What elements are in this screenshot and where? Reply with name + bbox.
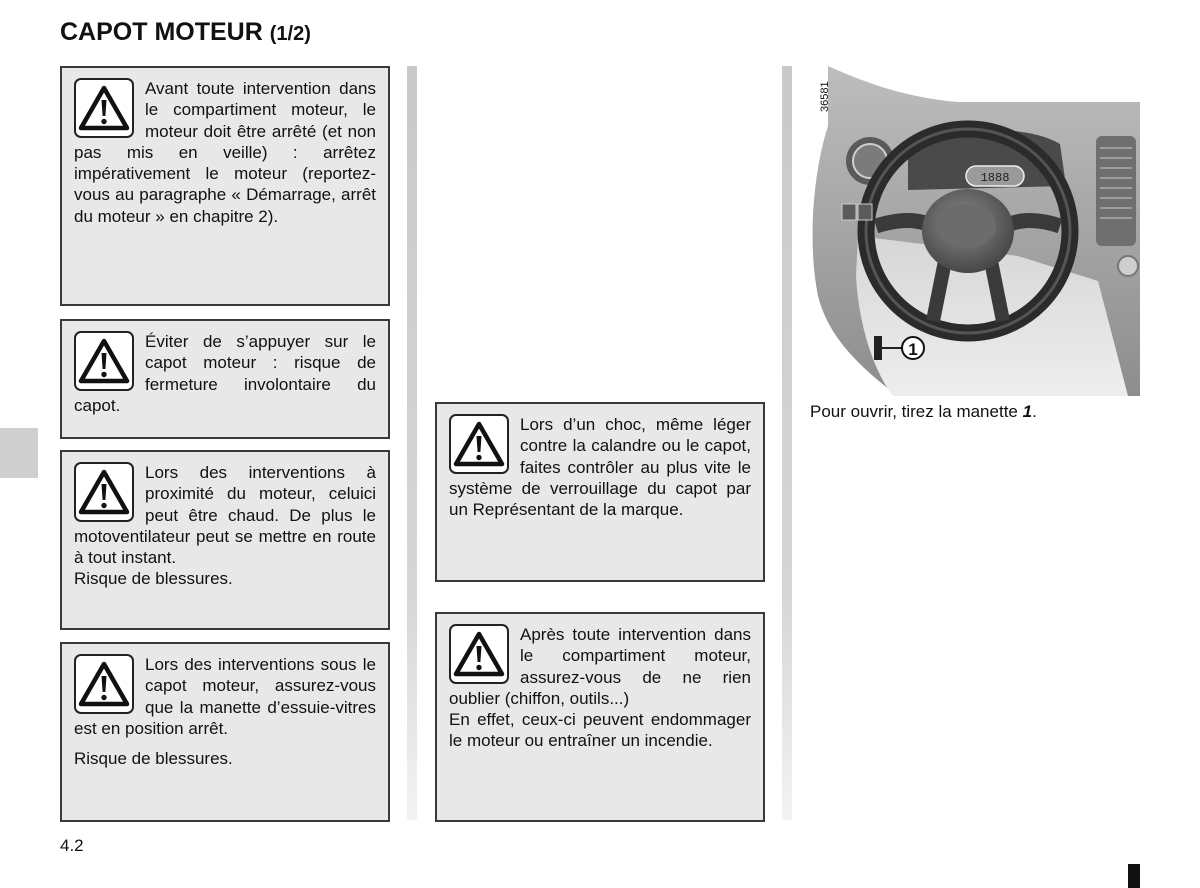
warning-box <box>60 450 390 630</box>
column-divider <box>407 66 417 820</box>
warning-text: Éviter de s’appuyer sur le capot moteur : risque de fermeture involontaire du capot. <box>74 332 376 415</box>
warning-text: Lors des interventions à proximité du moteur, celuici peut être chaud. De plus le motoventilateur peut se mettre en route à tout instant. <box>74 463 376 568</box>
warning-box <box>60 319 390 439</box>
warning-triangle-icon <box>449 624 509 684</box>
caption-text: Pour ouvrir, tirez la manette <box>810 402 1023 421</box>
warning-text: Lors d’un choc, même léger contre la calandre ou le capot, faites contrôler au plus vite le système de verrouillage du capot par un Représentant de la marque. <box>449 415 751 520</box>
warning-text: Après toute intervention dans le compartiment moteur, assurez-vous de ne rien oublier (chiffon, outils...) <box>449 625 751 708</box>
warning-triangle-icon <box>74 654 134 714</box>
warning-text: Risque de blessures. <box>74 749 233 769</box>
page-edge-marker <box>1128 864 1140 888</box>
caption-end: . <box>1032 402 1037 421</box>
page-title <box>60 18 311 47</box>
caption-ref: 1 <box>1022 402 1033 421</box>
title-text: CAPOT MOTEUR <box>60 18 263 46</box>
figure-caption <box>810 402 1037 422</box>
warning-text: Risque de blessures. <box>74 569 233 589</box>
dashboard-illustration <box>798 66 1140 396</box>
warning-text: Avant toute intervention dans le compartiment moteur, le moteur doit être arrêté (et non pas mis en veille) : arrêtez impérativement le moteur (reportez-vous au paragraphe « Démarrage, arrêt du moteur » en chapitre 2). <box>74 79 376 226</box>
warning-triangle-icon <box>74 462 134 522</box>
cluster-display: 1888 <box>980 171 1010 185</box>
page-number: 4.2 <box>60 836 84 855</box>
warning-triangle-icon <box>449 414 509 474</box>
warning-box <box>60 66 390 306</box>
chapter-tab <box>0 428 38 478</box>
warning-box <box>435 402 765 582</box>
warning-text: En effet, ceux-ci peuvent endommager le moteur ou entraîner un incendie. <box>449 710 751 751</box>
warning-text: Lors des interventions sous le capot moteur, assurez-vous que la manette d’essuie-vitres est en position arrêt. <box>74 655 376 738</box>
warning-box <box>60 642 390 822</box>
warning-triangle-icon <box>74 78 134 138</box>
callout-label: 1 <box>908 340 918 359</box>
title-subtitle: (1/2) <box>269 23 311 45</box>
warning-triangle-icon <box>74 331 134 391</box>
column-divider <box>782 66 792 820</box>
warning-box <box>435 612 765 822</box>
figure-ref-number: 36581 <box>819 81 831 112</box>
